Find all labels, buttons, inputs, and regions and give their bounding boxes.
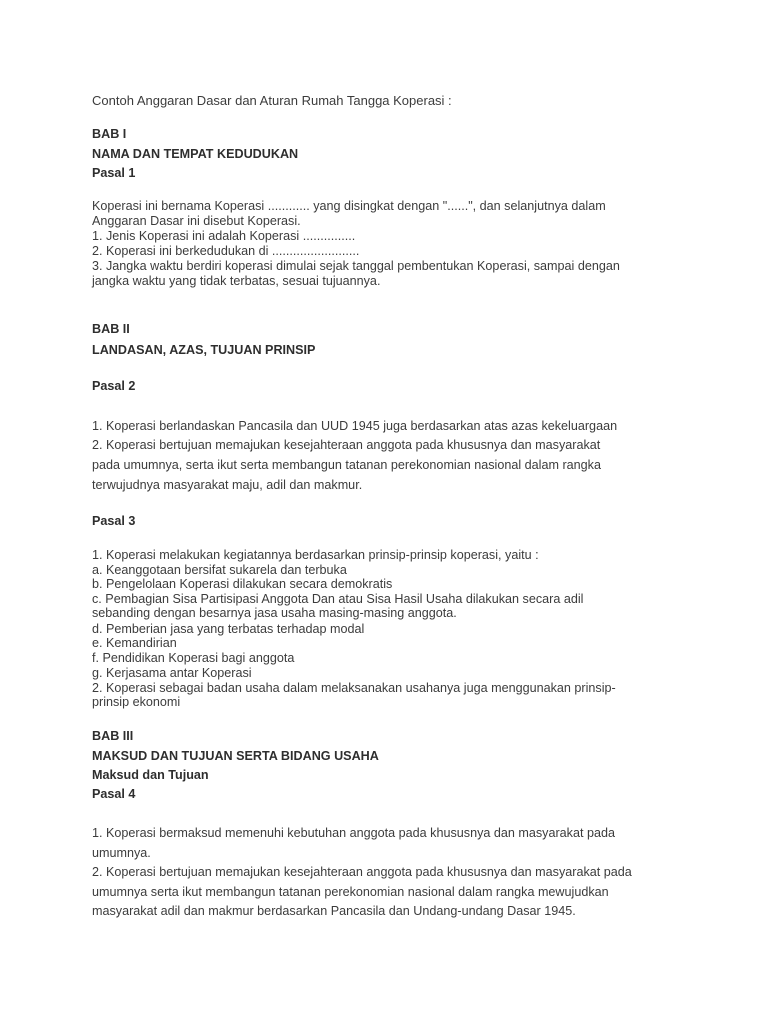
bab1-label: BAB I	[92, 127, 127, 141]
pasal3-line: prinsip ekonomi	[92, 695, 181, 709]
pasal1-line: 1. Jenis Koperasi ini adalah Koperasi ...............	[92, 229, 356, 243]
pasal2-label: Pasal 2	[92, 379, 136, 393]
bab3-label: BAB III	[92, 729, 134, 743]
pasal4-line: 1. Koperasi bermaksud memenuhi kebutuhan anggota pada khususnya dan masyarakat pada	[92, 826, 615, 840]
pasal4-line: umumnya serta ikut membangun tatanan perekonomian nasional dalam rangka mewujudkan	[92, 885, 609, 899]
pasal3-line: c. Pembagian Sisa Partisipasi Anggota Dan atau Sisa Hasil Usaha dilakukan secara adil	[92, 592, 584, 606]
bab3-title: MAKSUD DAN TUJUAN SERTA BIDANG USAHA	[92, 749, 379, 763]
pasal2-line: 2. Koperasi bertujuan memajukan kesejahteraan anggota pada khususnya dan masyarakat	[92, 438, 601, 452]
pasal3-line: g. Kerjasama antar Koperasi	[92, 666, 252, 680]
pasal3-line: a. Keanggotaan bersifat sukarela dan terbuka	[92, 563, 347, 577]
pasal1-label: Pasal 1	[92, 166, 136, 180]
pasal3-line: sebanding dengan besarnya jasa usaha masing-masing anggota.	[92, 606, 457, 620]
pasal1-line: Koperasi ini bernama Koperasi ............ yang disingkat dengan "......", dan selanjutnya dalam	[92, 199, 606, 213]
bab3-subtitle: Maksud dan Tujuan	[92, 768, 209, 782]
pasal4-line: umumnya.	[92, 846, 151, 860]
pasal1-line: Anggaran Dasar ini disebut Koperasi.	[92, 214, 301, 228]
pasal3-line: 2. Koperasi sebagai badan usaha dalam melaksanakan usahanya juga menggunakan prinsip-	[92, 681, 616, 695]
bab2-label: BAB II	[92, 322, 130, 336]
pasal3-line: b. Pengelolaan Koperasi dilakukan secara demokratis	[92, 577, 393, 591]
pasal3-label: Pasal 3	[92, 514, 136, 528]
pasal3-line: e. Kemandirian	[92, 636, 177, 650]
pasal2-line: terwujudnya masyarakat maju, adil dan makmur.	[92, 478, 363, 492]
document-title: Contoh Anggaran Dasar dan Aturan Rumah Tangga Koperasi :	[92, 93, 452, 108]
pasal4-label: Pasal 4	[92, 787, 136, 801]
bab1-title: NAMA DAN TEMPAT KEDUDUKAN	[92, 147, 299, 161]
pasal1-line: jangka waktu yang tidak terbatas, sesuai tujuannya.	[92, 274, 381, 288]
pasal4-line: masyarakat adil dan makmur berdasarkan Pancasila dan Undang-undang Dasar 1945.	[92, 904, 576, 918]
document-page	[92, 0, 692, 1024]
pasal1-line: 2. Koperasi ini berkedudukan di .........................	[92, 244, 360, 258]
pasal1-line: 3. Jangka waktu berdiri koperasi dimulai sejak tanggal pembentukan Koperasi, sampai dengan	[92, 259, 620, 273]
pasal4-line: 2. Koperasi bertujuan memajukan kesejahteraan anggota pada khususnya dan masyarakat pada	[92, 865, 632, 879]
pasal2-line: pada umumnya, serta ikut serta membangun tatanan perekonomian nasional dalam rangka	[92, 458, 601, 472]
pasal3-line: 1. Koperasi melakukan kegiatannya berdasarkan prinsip-prinsip koperasi, yaitu :	[92, 548, 539, 562]
bab2-title: LANDASAN, AZAS, TUJUAN PRINSIP	[92, 343, 316, 357]
pasal3-line: d. Pemberian jasa yang terbatas terhadap modal	[92, 622, 365, 636]
pasal3-line: f. Pendidikan Koperasi bagi anggota	[92, 651, 295, 665]
pasal2-line: 1. Koperasi berlandaskan Pancasila dan UUD 1945 juga berdasarkan atas azas kekeluargaan	[92, 419, 618, 433]
